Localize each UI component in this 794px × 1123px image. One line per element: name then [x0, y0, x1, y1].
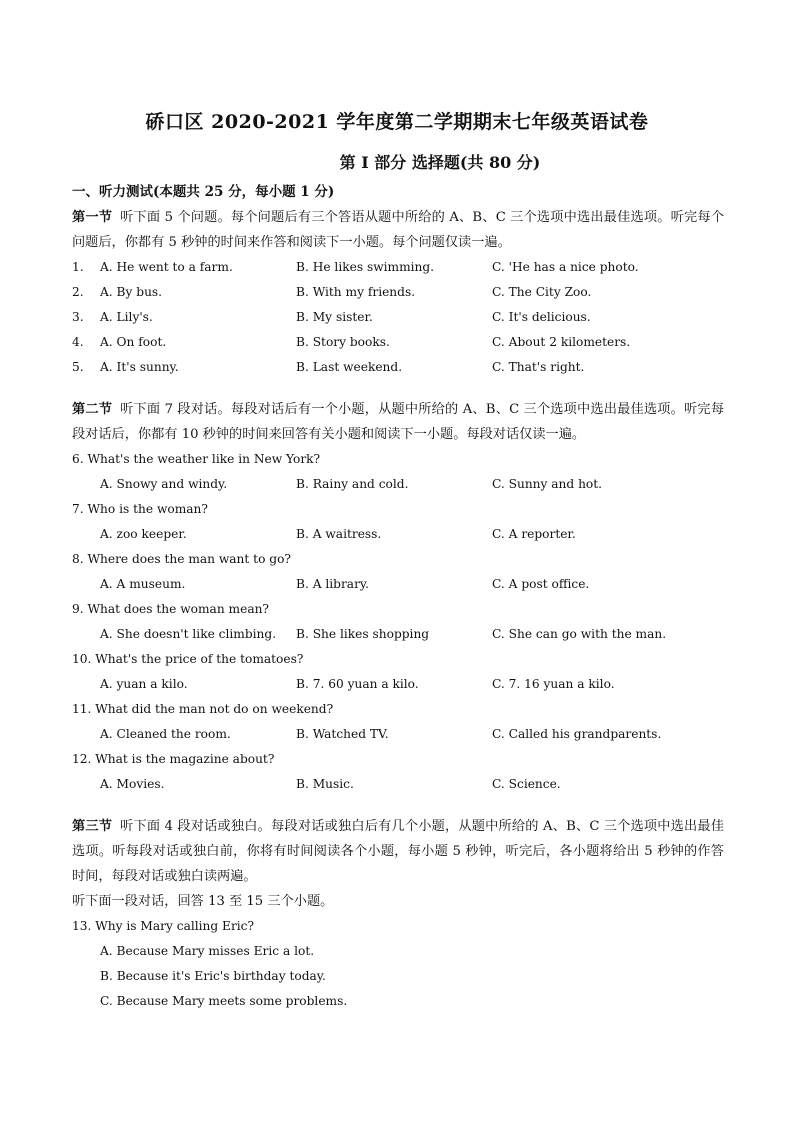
- options-row: [72, 722, 724, 747]
- option-b: B. A library.: [296, 577, 370, 591]
- part-subtitle: 第 I 部分 选择题(共 80 分): [339, 153, 541, 172]
- options-row: [72, 622, 724, 647]
- section2-label: 第二节: [72, 402, 113, 417]
- option-b: B. Watched TV.: [296, 727, 389, 741]
- option-a: A. By bus.: [100, 285, 163, 299]
- question-row: [72, 355, 724, 380]
- question-row: [72, 280, 724, 305]
- option-b: B. She likes shopping: [296, 627, 430, 641]
- section2-items: [72, 447, 724, 797]
- exam-title: 硚口区 2020-2021 学年度第二学期期末七年级英语试卷: [145, 111, 649, 133]
- option-a: A. She doesn't like climbing.: [100, 627, 277, 641]
- option-b: B. Story books.: [296, 335, 390, 349]
- option-c: C. Because Mary meets some problems.: [100, 994, 348, 1008]
- option-c: C. 7. 16 yuan a kilo.: [492, 677, 615, 691]
- question-number: 5.: [72, 360, 84, 374]
- question-number: 2.: [72, 285, 84, 299]
- section3-label: 第三节: [72, 819, 113, 834]
- exam-content: [72, 180, 724, 1014]
- section1-items: [72, 255, 724, 380]
- question-text: 11. What did the man not do on weekend?: [72, 702, 334, 716]
- option-c: C. It's delicious.: [492, 310, 591, 324]
- option-c: C. 'He has a nice photo.: [492, 260, 639, 274]
- question-row: [72, 255, 724, 280]
- question-text: 12. What is the magazine about?: [72, 752, 275, 766]
- option-a: A. He went to a farm.: [100, 260, 233, 274]
- question-row: [72, 330, 724, 355]
- options-row: [72, 472, 724, 497]
- question-text: 7. Who is the woman?: [72, 502, 208, 516]
- section3-instructions: [72, 814, 724, 889]
- option-b: B. Last weekend.: [296, 360, 403, 374]
- section2-text: 听下面 7 段对话。每段对话后有一个小题，从题中所给的 A、B、C 三个选项中选出最佳选项。听完每段对话后，你都有 10 秒钟的时间来回答有关小题和阅读下一小题。每段对话仅读一遍。: [72, 402, 725, 442]
- section1-text: 听下面 5 个问题。每个问题后有三个答语从题中所给的 A、B、C 三个选项中选出最佳选项。听完每个问题后，你都有 5 秒钟的时间来作答和阅读下一小题。每个问题仅读一遍。: [72, 210, 725, 250]
- option-c: C. Science.: [492, 777, 561, 791]
- option-c: C. A reporter.: [492, 527, 576, 541]
- section2-instructions: [72, 397, 724, 447]
- question-text: 13. Why is Mary calling Eric?: [72, 919, 255, 933]
- section1-label: 第一节: [72, 210, 113, 225]
- option-b: B. Because it's Eric's birthday today.: [100, 969, 326, 983]
- section1-instructions: [72, 205, 724, 255]
- option-c: C. Called his grandparents.: [492, 727, 662, 741]
- question-text: 10. What's the price of the tomatoes?: [72, 652, 304, 666]
- option-a: A. A museum.: [100, 577, 186, 591]
- option-a: A. Lily's.: [100, 310, 153, 324]
- option-c: C. About 2 kilometers.: [492, 335, 631, 349]
- question-text: 8. Where does the man want to go?: [72, 552, 291, 566]
- question-number: 4.: [72, 335, 84, 349]
- option-b: B. He likes swimming.: [296, 260, 435, 274]
- question-text: 9. What does the woman mean?: [72, 602, 269, 616]
- options-row: [72, 522, 724, 547]
- question-text: 6. What's the weather like in New York?: [72, 452, 321, 466]
- question-number: 1.: [72, 260, 84, 274]
- option-b: B. Rainy and cold.: [296, 477, 409, 491]
- options-row: [72, 572, 724, 597]
- option-a: A. Cleaned the room.: [100, 727, 231, 741]
- option-b: B. 7. 60 yuan a kilo.: [296, 677, 419, 691]
- option-a: A. Because Mary misses Eric a lot.: [100, 944, 315, 958]
- option-b: B. With my friends.: [296, 285, 416, 299]
- section3-text: 听下面 4 段对话或独白。每段对话或独白后有几个小题，从题中所给的 A、B、C 三个选项中选出最佳选项。听每段对话或独白前，你将有时间阅读各个小题，每小题 5 秒钟，听完后，各小题将给出 5 秒钟的作答时间，每段对话或独白读两遍。: [72, 819, 725, 884]
- options-row: [72, 772, 724, 797]
- option-b: B. My sister.: [296, 310, 373, 324]
- option-c: C. A post office.: [492, 577, 590, 591]
- option-a: A. yuan a kilo.: [100, 677, 188, 691]
- option-a: A. On foot.: [100, 335, 167, 349]
- listening-heading: 一、听力测试(本题共 25 分，每小题 1 分): [72, 184, 335, 200]
- options-row: [72, 672, 724, 697]
- option-a: A. Movies.: [100, 777, 165, 791]
- option-a: A. zoo keeper.: [100, 527, 187, 541]
- question-row: [72, 305, 724, 330]
- option-a: A. Snowy and windy.: [100, 477, 228, 491]
- option-c: C. She can go with the man.: [492, 627, 667, 641]
- option-b: B. Music.: [296, 777, 354, 791]
- option-c: C. That's right.: [492, 360, 585, 374]
- section3-intro: 听下面一段对话，回答 13 至 15 三个小题。: [72, 894, 334, 909]
- option-b: B. A waitress.: [296, 527, 382, 541]
- option-c: C. Sunny and hot.: [492, 477, 603, 491]
- option-a: A. It's sunny.: [100, 360, 179, 374]
- question-number: 3.: [72, 310, 84, 324]
- option-c: C. The City Zoo.: [492, 285, 592, 299]
